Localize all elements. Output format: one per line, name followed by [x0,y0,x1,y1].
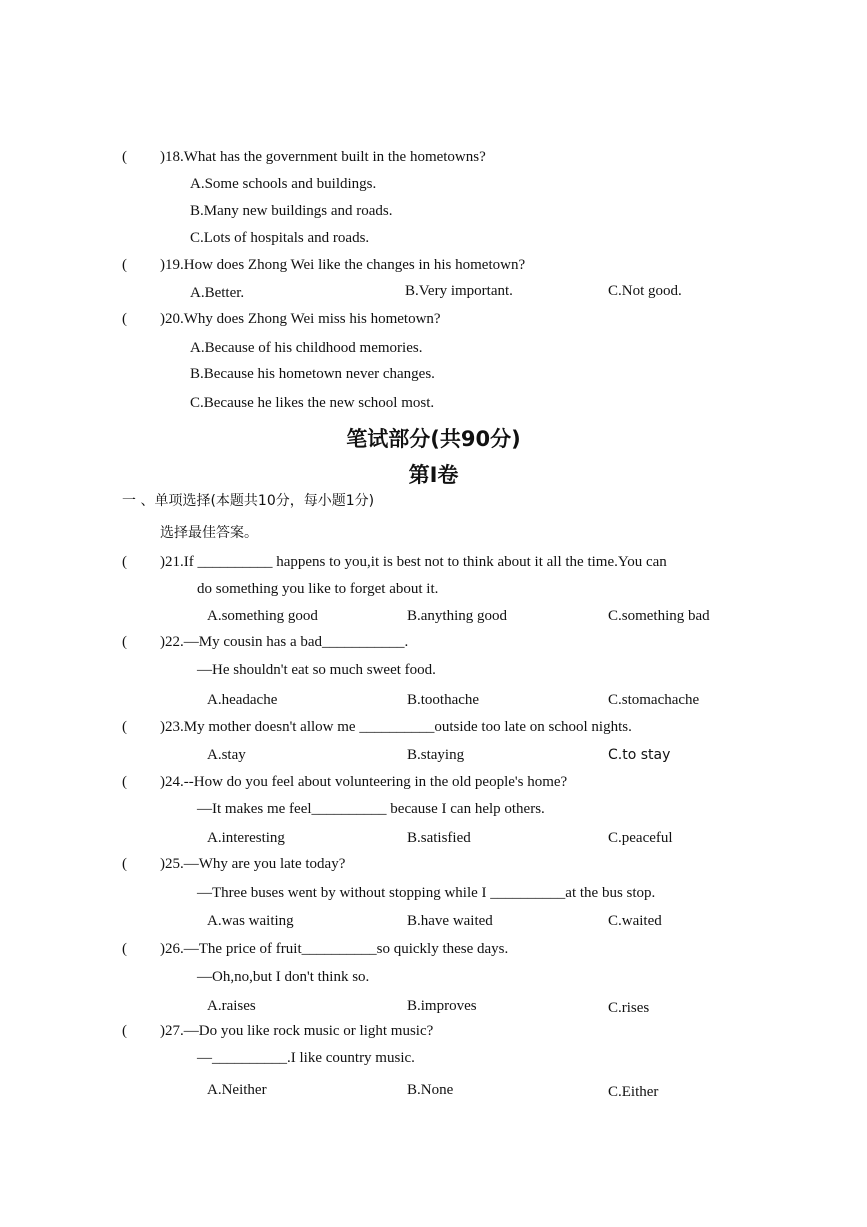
answer-paren: ( [122,941,127,957]
q18-option-a: A.Some schools and buildings. [190,176,377,192]
q26-stem: )26.—The price of fruit__________so quickly these days. [160,941,509,957]
q21-option-b: B.anything good [407,608,507,624]
q24-option-c: C.peaceful [608,830,673,846]
q23-option-a: A.stay [207,747,246,763]
q25-option-a: A.was waiting [207,913,294,929]
q20-option-c: C.Because he likes the new school most. [190,395,435,411]
answer-paren: ( [122,719,127,735]
q26-option-a: A.raises [207,998,256,1014]
q26-stem-cont: —Oh,no,but I don't think so. [197,969,370,985]
q19-option-c: C.Not good. [608,283,682,299]
q20-option-a: A.Because of his childhood memories. [190,340,423,356]
q26-option-b: B.improves [407,998,477,1014]
q27-option-c: C.Either [608,1084,659,1100]
q22-stem-cont: —He shouldn't eat so much sweet food. [197,662,436,678]
q22-option-b: B.toothache [407,692,480,708]
q19-option-a: A.Better. [190,285,245,301]
q18-option-c: C.Lots of hospitals and roads. [190,230,370,246]
volume-title: 第I卷 [408,463,459,487]
q18-stem: )18.What has the government built in the hometowns? [160,149,486,165]
answer-paren: ( [122,856,127,872]
section-heading: 一 、单项选择(本题共10分，每小题1分) [122,493,375,509]
q22-stem: )22.—My cousin has a bad___________. [160,634,409,650]
q22-option-a: A.headache [207,692,278,708]
q23-option-b: B.staying [407,747,465,763]
q25-stem-cont: —Three buses went by without stopping while I __________at the bus stop. [197,885,656,901]
q21-option-a: A.something good [207,608,318,624]
q25-option-b: B.have waited [407,913,493,929]
q24-option-a: A.interesting [207,830,285,846]
q27-option-a: A.Neither [207,1082,267,1098]
q27-option-b: B.None [407,1082,454,1098]
q22-option-c: C.stomachache [608,692,700,708]
section-instruction: 选择最佳答案。 [160,525,258,541]
answer-paren: ( [122,149,127,165]
q20-stem: )20.Why does Zhong Wei miss his hometown? [160,311,441,327]
q24-stem-cont: —It makes me feel__________ because I can help others. [197,801,545,817]
q20-option-b: B.Because his hometown never changes. [190,366,435,382]
q23-option-c: C.to stay [608,747,671,763]
answer-paren: ( [122,1023,127,1039]
q21-stem: )21.If __________ happens to you,it is best not to think about it all the time.You can [160,554,667,570]
answer-paren: ( [122,634,127,650]
q21-option-c: C.something bad [608,608,710,624]
q26-option-c: C.rises [608,1000,650,1016]
answer-paren: ( [122,554,127,570]
q19-option-b: B.Very important. [405,283,513,299]
q25-stem: )25.—Why are you late today? [160,856,346,872]
q27-stem: )27.—Do you like rock music or light music? [160,1023,434,1039]
q19-stem: )19.How does Zhong Wei like the changes in his hometown? [160,257,526,273]
q25-option-c: C.waited [608,913,662,929]
q24-stem: )24.--How do you feel about volunteering in the old people's home? [160,774,568,790]
part-title: 笔试部分(共90分) [346,427,521,451]
answer-paren: ( [122,774,127,790]
q21-stem-cont: do something you like to forget about it. [197,581,439,597]
q18-option-b: B.Many new buildings and roads. [190,203,393,219]
answer-paren: ( [122,257,127,273]
q24-option-b: B.satisfied [407,830,471,846]
q23-stem: )23.My mother doesn't allow me __________outside too late on school nights. [160,719,632,735]
q27-stem-cont: —__________.I like country music. [197,1050,415,1066]
answer-paren: ( [122,311,127,327]
